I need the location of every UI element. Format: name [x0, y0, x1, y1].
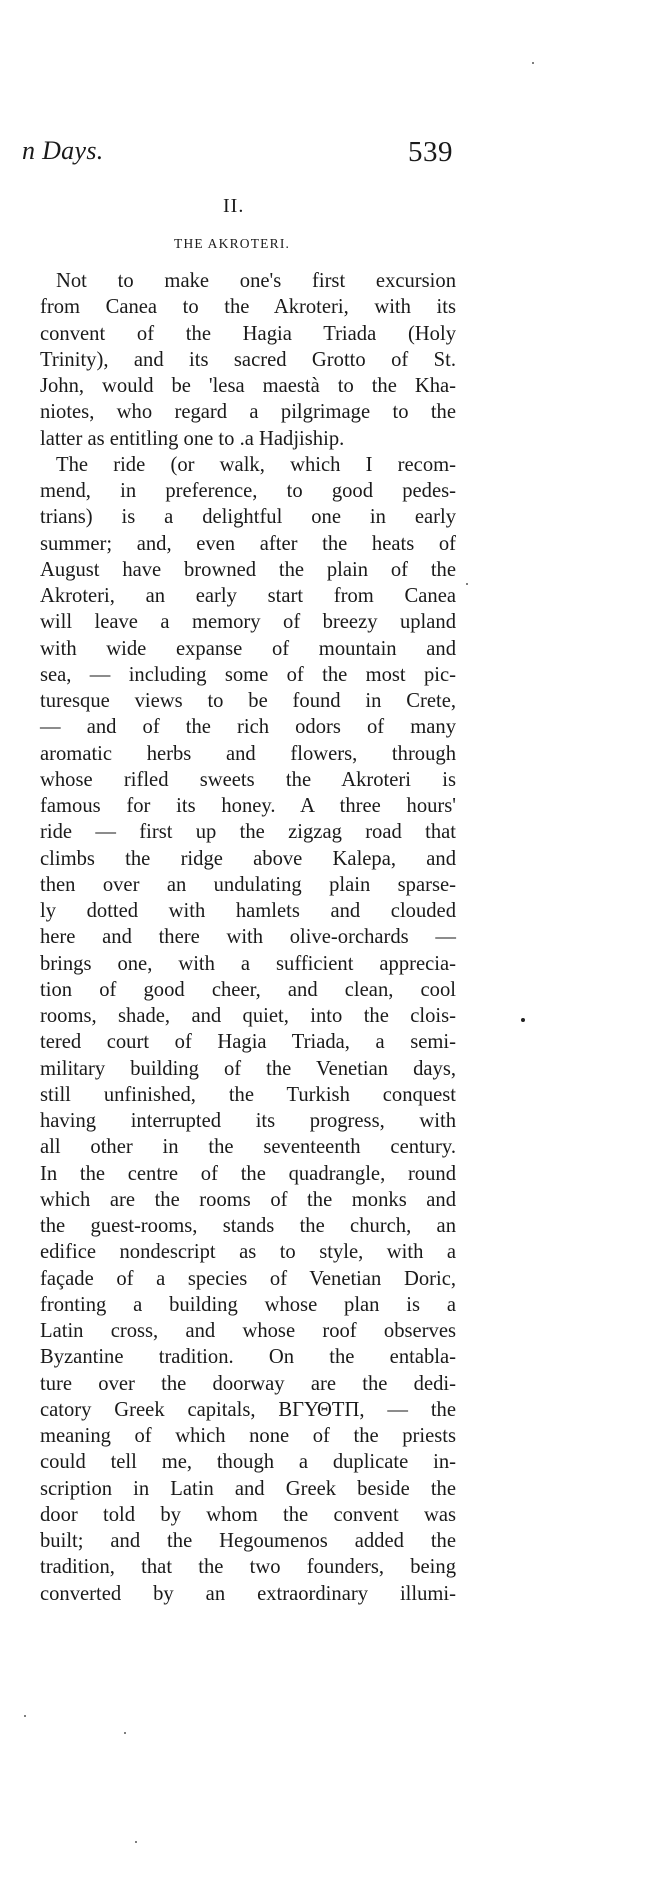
- body-line: ly dotted with hamlets and clouded: [40, 900, 456, 922]
- scan-speck: [521, 1018, 525, 1022]
- body-line: Not to make one's first excursion: [56, 270, 456, 292]
- body-line: tered court of Hagia Triada, a semi-: [40, 1031, 456, 1054]
- body-line: tion of good cheer, and clean, cool: [40, 978, 456, 1001]
- body-line: In the centre of the quadrangle, round: [40, 1162, 456, 1185]
- body-line: mend, in preference, to good pedes-: [40, 480, 456, 502]
- body-line: military building of the Venetian days,: [40, 1057, 456, 1080]
- body-line: latter as entitling one to .a Hadjiship.: [40, 427, 345, 450]
- body-line: the guest-rooms, stands the church, an: [40, 1215, 456, 1237]
- page-number: 539: [408, 136, 453, 168]
- body-line: with wide expanse of mountain and: [40, 637, 456, 660]
- scan-speck: [135, 1841, 137, 1843]
- body-line: ride — first up the zigzag road that: [40, 821, 456, 844]
- body-line: scription in Latin and Greek beside the: [40, 1477, 456, 1500]
- body-line: will leave a memory of breezy upland: [40, 611, 456, 634]
- running-head: n Days.: [22, 136, 104, 165]
- body-line: façade of a species of Venetian Doric,: [40, 1267, 456, 1290]
- scan-speck: [466, 583, 468, 585]
- body-line: Akroteri, an early start from Canea: [40, 585, 456, 607]
- body-line: August have browned the plain of the: [40, 558, 456, 581]
- body-line: sea, — including some of the most pic-: [40, 663, 456, 686]
- body-line: which are the rooms of the monks and: [40, 1188, 456, 1211]
- body-line: whose rifled sweets the Akroteri is: [40, 768, 456, 791]
- body-line: The ride (or walk, which I recom-: [56, 453, 456, 476]
- section-title: THE AKROTERI.: [174, 236, 291, 251]
- body-text: [40, 268, 456, 1607]
- body-line: convent of the Hagia Triada (Holy: [40, 322, 456, 345]
- body-line: brings one, with a sufficient apprecia-: [40, 952, 456, 975]
- body-line: built; and the Hegoumenos added the: [40, 1530, 456, 1552]
- body-line: rooms, shade, and quiet, into the clois-: [40, 1005, 456, 1027]
- body-line: from Canea to the Akroteri, with its: [40, 296, 456, 319]
- body-line: having interrupted its progress, with: [40, 1110, 456, 1132]
- body-line: all other in the seventeenth century.: [40, 1136, 456, 1159]
- body-line: converted by an extraordinary illumi-: [40, 1582, 456, 1605]
- body-line: ture over the doorway are the dedi-: [40, 1372, 456, 1395]
- body-line: famous for its honey. A three hours': [40, 795, 456, 817]
- body-line: here and there with olive-orchards —: [40, 926, 456, 949]
- body-line: tradition, that the two founders, being: [40, 1556, 456, 1579]
- scan-speck: [24, 1715, 26, 1717]
- body-line: could tell me, though a duplicate in-: [40, 1451, 456, 1474]
- scan-speck: [124, 1732, 126, 1734]
- body-line: — and of the rich odors of many: [40, 716, 456, 739]
- body-line: niotes, who regard a pilgrimage to the: [40, 401, 456, 424]
- scan-speck: [532, 62, 534, 64]
- body-line: then over an undulating plain sparse-: [40, 873, 456, 896]
- body-line: turesque views to be found in Crete,: [40, 690, 456, 712]
- body-line: edifice nondescript as to style, with a: [40, 1241, 456, 1264]
- body-line: Trinity), and its sacred Grotto of St.: [40, 348, 456, 371]
- body-line: trians) is a delightful one in early: [40, 506, 456, 529]
- body-line: Byzantine tradition. On the entabla-: [40, 1346, 456, 1369]
- body-line: door told by whom the convent was: [40, 1503, 456, 1526]
- body-line: aromatic herbs and flowers, through: [40, 742, 456, 765]
- body-line: Latin cross, and whose roof observes: [40, 1320, 456, 1342]
- body-line: still unfinished, the Turkish conquest: [40, 1083, 456, 1106]
- body-line: catory Greek capitals, ΒΓΥΘΤΠ, — the: [40, 1398, 456, 1421]
- body-line: summer; and, even after the heats of: [40, 532, 456, 555]
- section-number: II.: [223, 195, 245, 217]
- body-line: meaning of which none of the priests: [40, 1425, 456, 1447]
- body-line: fronting a building whose plan is a: [40, 1293, 456, 1316]
- body-line: John, would be 'lesa maestà to the Kha-: [40, 375, 456, 397]
- body-line: climbs the ridge above Kalepa, and: [40, 847, 456, 870]
